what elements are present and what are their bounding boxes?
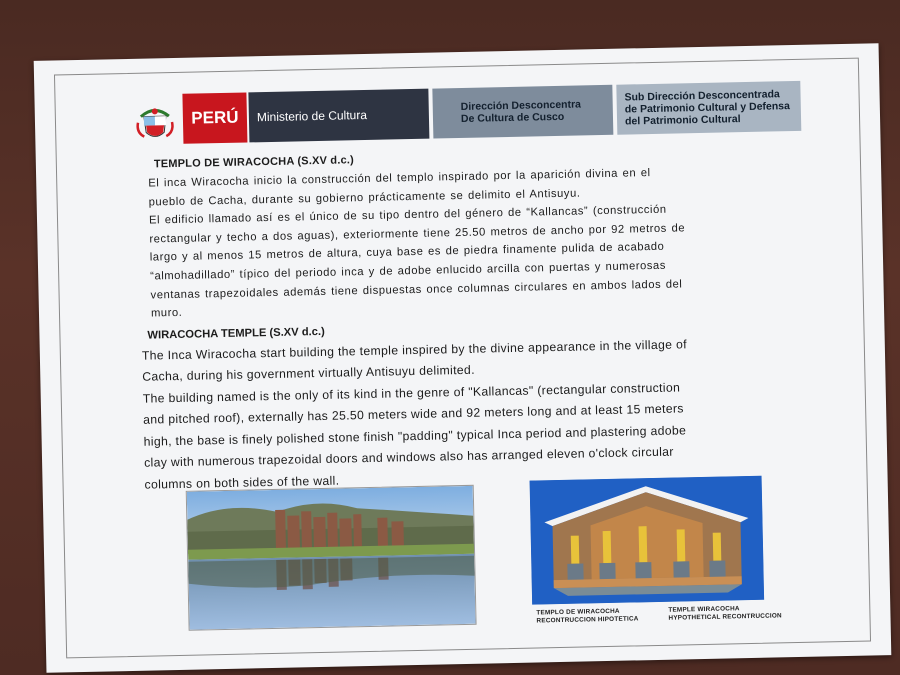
spanish-line: ventanas trapezoidales además tiene dispuestas once columnas circulares en ambos lados del: [150, 277, 683, 302]
subdireccion-label: [616, 81, 801, 135]
caption-es-line-1: TEMPLO DE WIRACOCHA: [536, 607, 620, 617]
temple-photo: [186, 485, 477, 631]
english-title: WIRACOCHA TEMPLE (S.XV d.c.): [147, 325, 325, 342]
spanish-paragraph: [148, 161, 799, 323]
spanish-line: muro.: [150, 307, 183, 320]
english-line: columns on both sides of the wall.: [144, 473, 340, 492]
direccion-line-1: Dirección Desconcentra: [460, 98, 582, 113]
information-sign: [34, 43, 892, 673]
english-line: clay with numerous trapezoidal doors and windows also has arranged eleven o'clock circular: [143, 444, 674, 470]
english-line: Cacha, during his government virtually Antisuyu delimited.: [142, 362, 475, 384]
ministry-label: Ministerio de Cultura: [248, 89, 429, 143]
english-line: high, the base is finely polished stone finish "padding" typical Inca period and plastering adobe: [143, 423, 687, 449]
spanish-line: largo y al menos 15 metros de altura, cuya base es de piedra finamente pulida de acabado: [149, 241, 665, 264]
caption-es-line-2: RECONTRUCCION HIPOTETICA: [536, 614, 639, 625]
spanish-line: pueblo de Cacha, durante su gobierno prácticamente se delimito el Antisuyu.: [148, 187, 581, 209]
english-line: and pitched roof), externally has 25.50 meters wide and 92 meters long and at least 15 meters: [143, 401, 684, 427]
spanish-line: El edificio llamado así es el único de su tipo dentro del género de “Kallancas” (construcción: [148, 203, 667, 227]
english-paragraph: [142, 332, 803, 496]
caption-en-line-2: HYPOTHETICAL RECONTRUCCION: [668, 611, 782, 622]
peru-coat-of-arms-icon: [135, 102, 176, 143]
reconstruction-caption-english: [668, 604, 782, 621]
spanish-line: El inca Wiracocha inicio la construcción del templo inspirado por la aparición divina en el: [148, 167, 651, 190]
direccion-line-2: De Cultura de Cusco: [460, 110, 565, 125]
subdireccion-line-1: Sub Dirección Desconcentrada: [624, 88, 780, 104]
spanish-title: TEMPLO DE WIRACOCHA (S.XV d.c.): [153, 154, 355, 171]
subdireccion-line-3: del Patrimonio Cultural: [624, 113, 741, 128]
caption-en-line-1: TEMPLE WIRACOCHA: [668, 605, 740, 614]
english-line: The building named is the only of its kind in the genre of "Kallancas" (rectangular construction: [142, 380, 681, 406]
reconstruction-caption-spanish: [536, 607, 638, 624]
temple-reconstruction-drawing: [530, 476, 765, 605]
english-line: The Inca Wiracocha start building the temple inspired by the divine appearance in the village of: [141, 337, 687, 363]
peru-brand-label: PERÚ: [182, 92, 247, 143]
sign-text-body: [136, 145, 803, 496]
direccion-label: [432, 85, 613, 139]
spanish-line: rectangular y techo a dos aguas), exteriormente tiene 25.50 metros de ancho por 92 metros de: [149, 222, 686, 246]
spanish-line: “almohadillado” típico del periodo inca y de adobe enlucido arcilla con puertas y numerosas: [150, 259, 667, 283]
subdireccion-line-2: de Patrimonio Cultural y Defensa: [624, 100, 791, 116]
